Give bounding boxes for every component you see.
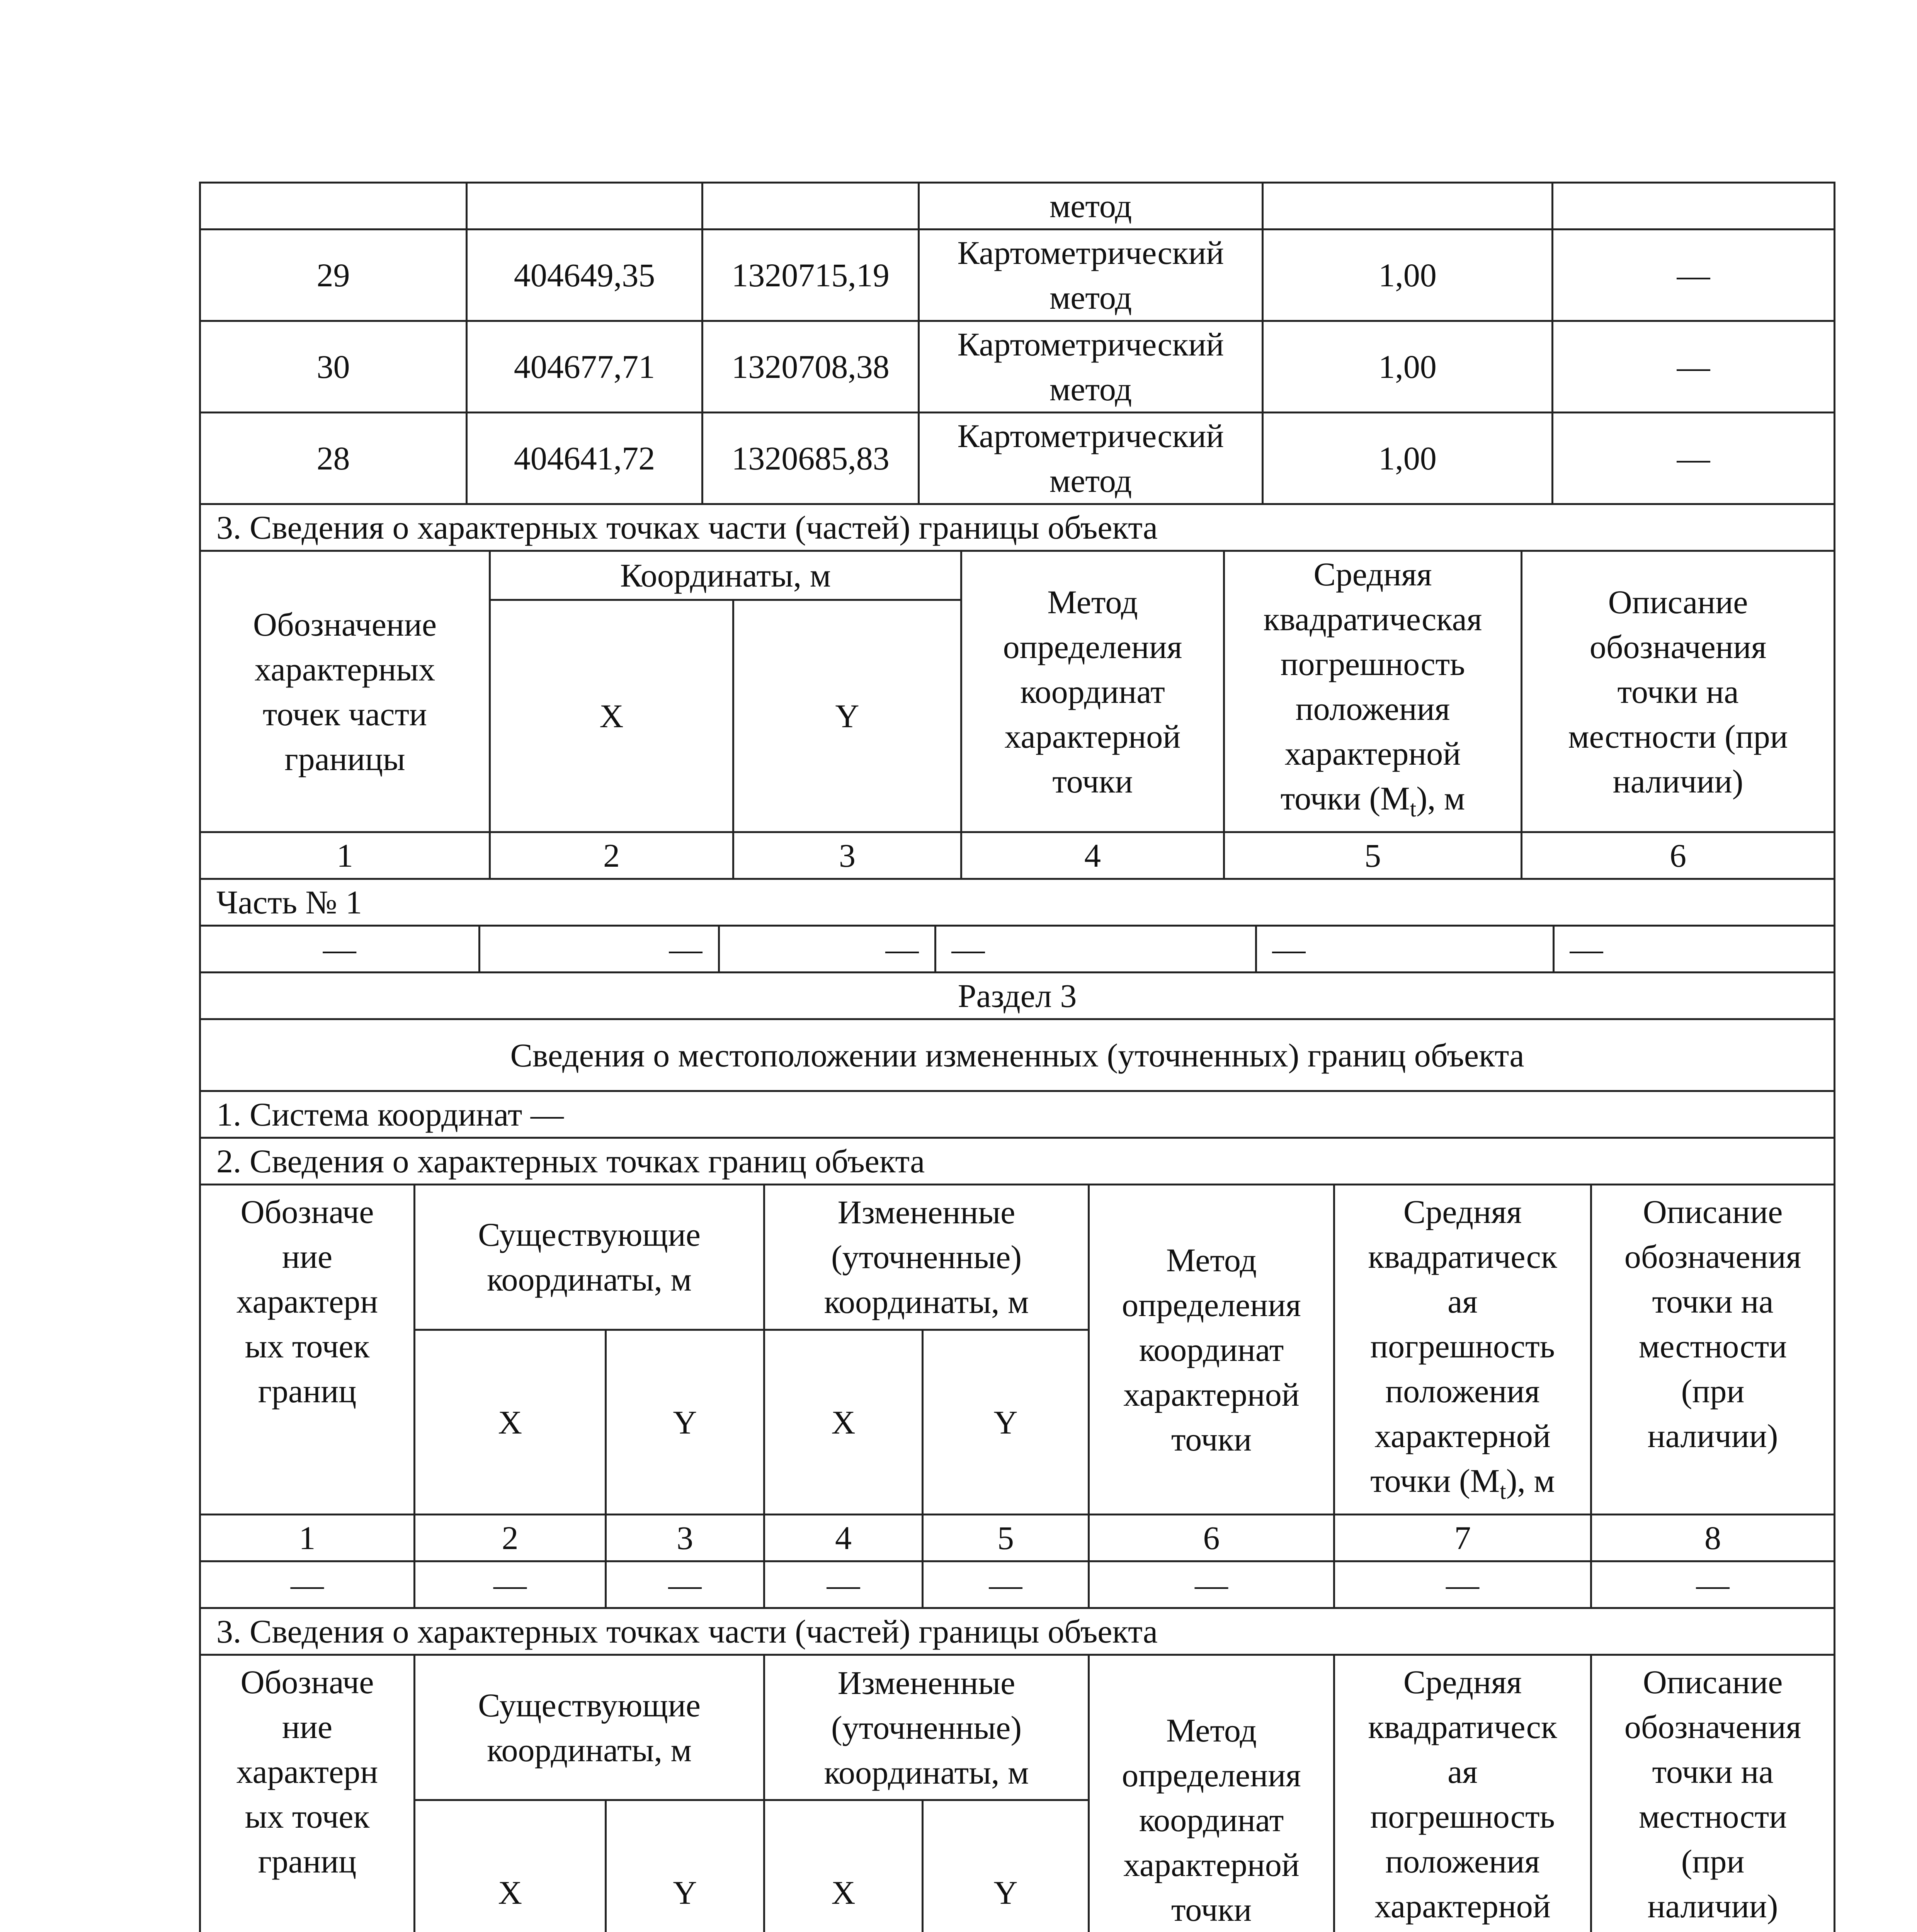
error-cell: 1,00: [1263, 321, 1553, 413]
table-row: [200, 1138, 1835, 1185]
error-header: Средняя квадратическ ая погрешность положения характерной: [1334, 1655, 1591, 1932]
parts-table-title: 3. Сведения о характерных точках части (частей) границы объекта: [200, 1608, 1835, 1655]
changed-coords-header: Измененные (уточненные) координаты, м: [764, 1185, 1089, 1330]
method-cell: Картометрический метод: [919, 230, 1263, 321]
table-row: [200, 230, 1835, 321]
designation-header: Обозначение характерных точек части границы: [200, 551, 490, 832]
designation-header: Обозначе ние характерн ых точек границ: [200, 1655, 415, 1932]
method-cell: Картометрический метод: [919, 413, 1263, 504]
changed-x-header: X: [764, 1800, 923, 1932]
point-cell: 30: [200, 321, 467, 413]
existing-y-header: Y: [606, 1800, 764, 1932]
method-header: Метод определения координат характерной точки: [1089, 1655, 1334, 1932]
parts-points-table: [199, 503, 1835, 1139]
column-numbers-row: 1 2 3 4 5 6: [200, 832, 1835, 879]
x-header: X: [490, 600, 733, 832]
table-row: [200, 321, 1835, 413]
part-label: Часть № 1: [200, 879, 1835, 926]
table-row: [200, 183, 1835, 230]
changed-boundary-points-table: [199, 1137, 1835, 1609]
point-cell: 29: [200, 230, 467, 321]
table-row: [200, 1091, 1835, 1138]
designation-header: Обозначе ние характерн ых точек границ: [200, 1185, 415, 1515]
table-header-row: [200, 551, 1835, 600]
table-row: [200, 879, 1835, 926]
boundary-points-table-continued: [199, 182, 1835, 505]
existing-y-header: Y: [606, 1330, 764, 1515]
x-cell: 404641,72: [467, 413, 703, 504]
description-cell: —: [1553, 230, 1835, 321]
table-row: [200, 926, 1835, 973]
parts-table-title: 3. Сведения о характерных точках части (частей) границы объекта: [200, 504, 1835, 551]
x-cell: 404677,71: [467, 321, 703, 413]
changed-parts-points-table: [199, 1607, 1835, 1932]
section-heading: Раздел 3: [200, 973, 1835, 1019]
changed-x-header: X: [764, 1330, 923, 1515]
y-cell: 1320708,38: [703, 321, 919, 413]
table-row: [200, 413, 1835, 504]
method-cell: метод: [919, 183, 1263, 230]
description-cell: —: [1553, 321, 1835, 413]
y-cell: 1320715,19: [703, 230, 919, 321]
table-header-row: [200, 1185, 1835, 1330]
table-row: [200, 1019, 1835, 1091]
changed-coords-header: Измененные (уточненные) координаты, м: [764, 1655, 1089, 1800]
changed-y-header: Y: [923, 1800, 1089, 1932]
error-header: Средняя квадратическая погрешность положения характерной точки $(M_t)$, м: [1224, 551, 1522, 832]
description-cell: —: [1553, 413, 1835, 504]
y-header: Y: [733, 600, 961, 832]
existing-x-header: X: [415, 1330, 606, 1515]
point-cell: 28: [200, 413, 467, 504]
method-header: Метод определения координат характерной точки: [961, 551, 1224, 832]
error-header: Средняя квадратическ ая погрешность положения характерной точки $(M_t)$, м: [1334, 1185, 1591, 1515]
section-title: Сведения о местоположении измененных (уточненных) границ объекта: [200, 1019, 1835, 1091]
boundary-table-title: 2. Сведения о характерных точках границ объекта: [200, 1138, 1835, 1185]
description-header: Описание обозначения точки на местности (при наличии): [1591, 1655, 1835, 1932]
table-row: [200, 973, 1835, 1019]
description-header: Описание обозначения точки на местности (при наличии): [1522, 551, 1835, 832]
existing-x-header: X: [415, 1800, 606, 1932]
table-row: [200, 1608, 1835, 1655]
changed-y-header: Y: [923, 1330, 1089, 1515]
column-numbers-row: 1 2 3 4 5 6 7 8: [200, 1515, 1835, 1561]
table-row: — — — — — — — —: [200, 1561, 1835, 1608]
error-cell: 1,00: [1263, 413, 1553, 504]
existing-coords-header: Существующие координаты, м: [415, 1655, 764, 1800]
method-header: Метод определения координат характерной точки: [1089, 1185, 1334, 1515]
existing-coords-header: Существующие координаты, м: [415, 1185, 764, 1330]
error-cell: 1,00: [1263, 230, 1553, 321]
x-cell: 404649,35: [467, 230, 703, 321]
coords-header: Координаты, м: [490, 551, 961, 600]
method-cell: Картометрический метод: [919, 321, 1263, 413]
part-dash-row: — — — — — —: [201, 927, 1835, 971]
y-cell: 1320685,83: [703, 413, 919, 504]
table-header-row: [200, 1655, 1835, 1800]
document-sheet: [199, 182, 1834, 1932]
table-row: [200, 504, 1835, 551]
description-header: Описание обозначения точки на местности (при наличии): [1591, 1185, 1835, 1515]
coordinate-system: 1. Система координат —: [200, 1091, 1835, 1138]
